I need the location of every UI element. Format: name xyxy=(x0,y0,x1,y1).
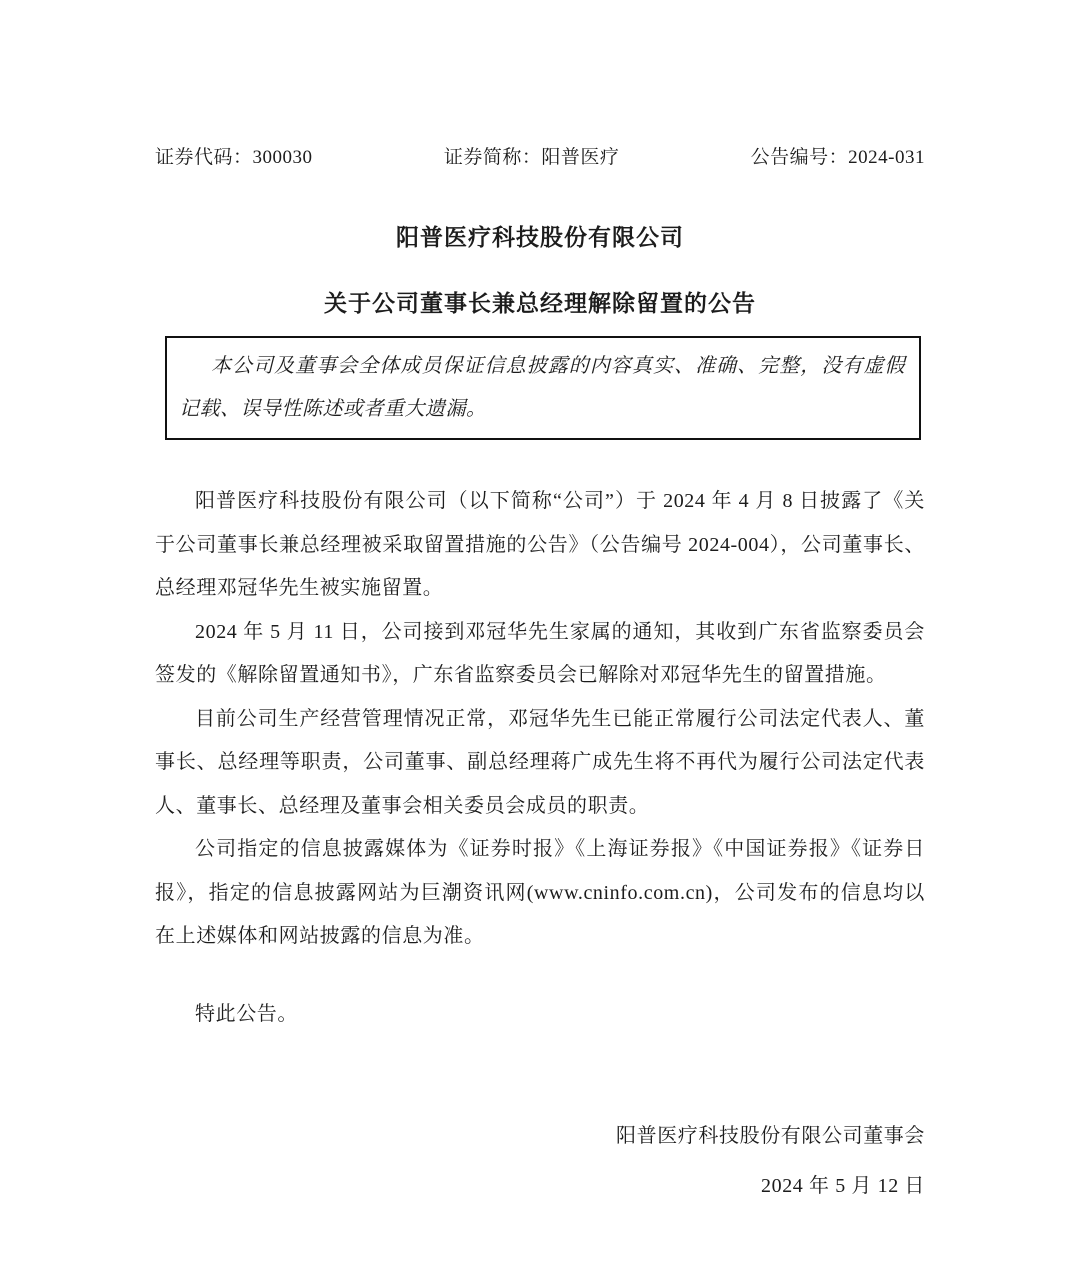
stock-code: 证券代码：300030 xyxy=(155,147,313,168)
paragraph-disclosure: 阳普医疗科技股份有限公司（以下简称“公司”）于 2024 年 4 月 8 日披露了《关于公司董事长兼总经理被采取留置措施的公告》（公告编号 2024-004），公司董事长、总经理邓冠华先生被实施留置。 xyxy=(155,490,925,599)
announcement-date: 2024 年 5 月 12 日 xyxy=(761,1175,925,1197)
closing-statement: 特此公告。 xyxy=(195,1002,298,1025)
announcement-body xyxy=(155,480,925,1036)
paragraph-media: 公司指定的信息披露媒体为《证券时报》《上海证券报》《中国证券报》《证券日报》，指定的信息披露网站为巨潮资讯网(www.cninfo.com.cn)，公司发布的信息均以在上述媒体和网站披露的信息为准。 xyxy=(155,838,925,947)
paragraph-notice: 2024 年 5 月 11 日，公司接到邓冠华先生家属的通知，其收到广东省监察委员会签发的《解除留置通知书》，广东省监察委员会已解除对邓冠华先生的留置措施。 xyxy=(155,620,925,686)
paragraph-operations: 目前公司生产经营管理情况正常，邓冠华先生已能正常履行公司法定代表人、董事长、总经理等职责，公司董事、副总经理蒋广成先生将不再代为履行公司法定代表人、董事长、总经理及董事会相关委员会成员的职责。 xyxy=(155,707,925,817)
signature-block xyxy=(155,1115,925,1208)
board-signature: 阳普医疗科技股份有限公司董事会 xyxy=(616,1125,925,1147)
stock-name: 证券简称：阳普医疗 xyxy=(443,147,620,168)
disclaimer-text: 本公司及董事会全体成员保证信息披露的内容真实、准确、完整，没有虚假记载、误导性陈述或者重大遗漏。 xyxy=(179,355,905,420)
announcement-number: 公告编号：2024-031 xyxy=(750,147,925,168)
company-title: 阳普医疗科技股份有限公司 xyxy=(396,225,684,250)
disclaimer-box xyxy=(165,336,921,440)
announcement-title: 关于公司董事长兼总经理解除留置的公告 xyxy=(324,291,756,316)
document-header xyxy=(155,142,925,169)
